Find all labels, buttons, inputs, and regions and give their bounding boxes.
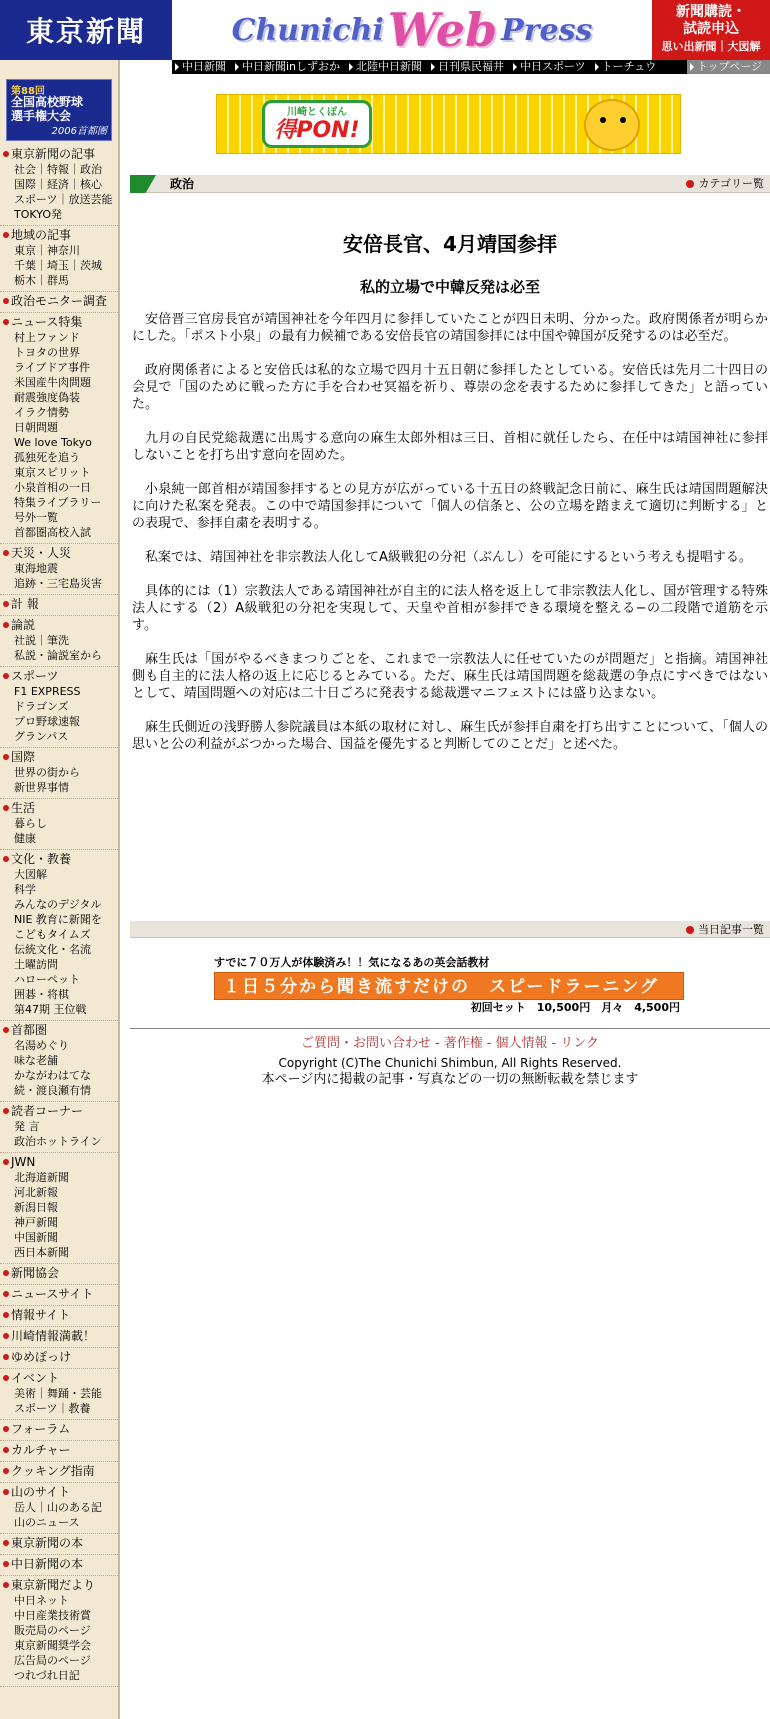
sidebar-section [0,1285,118,1306]
koshien-edition: 第88回 [11,86,45,97]
sidebar-link[interactable]: つれづれ日記 [14,1669,80,1682]
ad-tagline: すでに７０万人が体験済み！！気になるあの英会話教材 [214,956,490,969]
brand-press: Press [501,12,593,48]
page-footer [130,1028,770,1088]
sidebar-heading[interactable]: 東京新聞だより [0,1577,118,1593]
article-subhead: 私的立場で中韓反発は必至 [359,278,540,296]
tokupon-ad-banner[interactable] [216,94,681,154]
sidebar-link[interactable]: 第47期 王位戦 [14,1003,87,1016]
sidebar-link[interactable]: 世界の街から [14,766,80,779]
sidebar-section [0,799,118,850]
sidebar-section [0,1462,118,1483]
sidebar-link[interactable]: 村上ファンド [14,331,80,344]
sidebar-link[interactable]: 山のニュース [14,1516,80,1529]
sidebar-link[interactable]: 販売局のページ [14,1624,91,1637]
ad-title: １日５分から聞き流すだけの スピードラーニング [214,972,684,1000]
sidebar-link[interactable]: 暮らし [14,817,47,830]
sidebar-heading[interactable]: 読者コーナー [0,1103,118,1119]
sidebar-heading[interactable]: イベント [0,1370,118,1386]
sidebar-heading[interactable]: クッキング指南 [0,1463,118,1479]
article-paragraph: 麻生氏側近の浅野勝人参院議員は本紙の取材に対し、麻生氏が参拝自粛を打ち出すことについて、「個人の思いと公の利益がぶつかった場合、国益を優先すると判断してのことだ」と述べた。 [132,720,768,752]
sidebar-link[interactable]: 囲碁・将棋 [14,988,69,1001]
sidebar-heading[interactable]: 計 報 [0,596,118,612]
sidebar-link[interactable]: 名湯めぐり [14,1039,69,1052]
sidebar-link[interactable]: 岳人｜山のある記 [14,1501,102,1514]
koshien-region: 2006首都圏 [51,126,107,137]
sidebar-section [0,850,118,1021]
footer-separator: - [435,1036,440,1051]
sidebar-link[interactable]: 新世界事情 [14,781,69,794]
sidebar-link[interactable]: 国際｜経済｜核心 [14,178,102,191]
brand-chunichi: Chunichi [231,12,384,48]
sidebar-heading[interactable]: ニュースサイト [0,1286,118,1302]
subscribe-line3: 思い出新聞｜大図解 [661,40,761,53]
ad-price: 初回セット 10,500円 月々 4,500円 [470,1001,680,1014]
footer-link-privacy[interactable]: 個人情報 [495,1036,548,1051]
nav-chunichi-sports[interactable]: 中日スポーツ [510,60,592,74]
sidebar-section [0,748,118,799]
sidebar-section [0,1021,118,1102]
sidebar-link[interactable]: 東海地震 [14,562,58,575]
site-header [0,0,770,60]
sidebar-link[interactable]: 追跡・三宅島災害 [14,577,102,590]
sidebar-link[interactable]: プロ野球速報 [14,715,80,728]
sidebar-link[interactable]: 号外一覧 [14,511,58,524]
footer-link-contact[interactable]: ご質問・お問い合わせ [301,1036,432,1051]
sidebar-heading[interactable]: 天災・人災 [0,545,118,561]
sidebar-link[interactable]: 東京スピリット [14,466,91,479]
sidebar-link[interactable]: 東京新聞奨学会 [14,1639,91,1652]
sidebar-section [0,1555,118,1576]
footer-separator: - [551,1036,557,1051]
nav-chunichi-shizuoka[interactable]: 中日新聞inしずおか [232,60,346,74]
main-content [130,60,770,1087]
footer-link-copyright[interactable]: 著作権 [443,1036,483,1051]
sidebar-link[interactable]: 日朝問題 [14,421,58,434]
sidebar-link[interactable]: 米国産牛肉問題 [14,376,91,389]
sidebar-link[interactable]: 発 言 [14,1120,40,1133]
sidebar-heading[interactable]: 首都圏 [0,1022,118,1038]
sidebar-link[interactable]: 広告局のページ [14,1654,91,1667]
sidebar-heading[interactable]: 東京新聞の本 [0,1535,118,1551]
tokupon-small-text: 川崎とくぽん [287,107,347,118]
sidebar-link[interactable]: 特集ライブラリー [14,496,102,509]
sidebar-link[interactable]: TOKYO発 [14,208,62,221]
sidebar-link[interactable]: ライブドア事件 [14,361,91,374]
article-paragraph: 麻生氏は「国がやるべきまつりごとを、これまで一宗教法人に任せていたのが問題だ」と指摘。靖国神社側も自主的に法人格の返上に応じるとみている。ただ、麻生氏は靖国問題を総裁選の争点にすべきではないとして、靖国問題への対応は二十日ごろに発表する総裁選マニフェストには盛り込まない。 [132,652,768,701]
sidebar-heading[interactable]: JWN [0,1154,118,1170]
sidebar-section [0,1483,118,1534]
sidebar-link[interactable]: 続・渡良瀬有情 [14,1084,91,1097]
sidebar-heading[interactable]: 新聞協会 [0,1265,118,1281]
sidebar-section [0,1264,118,1285]
sidebar-heading[interactable]: ニュース特集 [0,314,118,330]
chunichi-webpress-brand[interactable] [172,0,652,60]
sidebar-section [0,544,118,595]
article-paragraph: 小泉純一郎首相が靖国参拝するとの見方が広がっている十五日の終戦記念日前に、麻生氏は靖国問題解決に向けた私案を発表。この中で靖国参拝について「個人の信条と、公の立場を踏まえて適切に判断する」との表現で、参拝自粛を表明する。 [132,482,768,531]
sidebar-heading[interactable]: 東京新聞の記事 [0,146,118,162]
sidebar-link[interactable]: 首都圏高校入試 [14,526,91,539]
left-sidebar [0,60,120,1719]
sidebar-section [0,145,118,226]
sidebar-section [0,1102,118,1153]
sidebar-link[interactable]: 神戸新聞 [14,1216,58,1229]
sidebar-link[interactable]: 千葉｜埼玉｜茨城 [14,259,102,272]
sidebar-link[interactable]: 河北新報 [14,1186,58,1199]
nav-top-page[interactable]: トップページ [687,60,770,74]
nav-chunichi[interactable]: 中日新聞 [172,60,232,74]
sidebar-link[interactable]: こどもタイムズ [14,928,91,941]
sidebar-heading[interactable]: 中日新聞の本 [0,1556,118,1572]
day-articles-bar [130,921,770,938]
sidebar-section [0,1348,118,1369]
green-flag-icon [130,175,156,193]
sidebar-link[interactable]: 土曜訪問 [14,958,58,971]
subscribe-banner[interactable] [652,0,770,60]
sidebar-link[interactable]: イラク情勢 [14,406,69,419]
sidebar-link[interactable]: 中国新聞 [14,1231,58,1244]
sidebar-section [0,292,118,313]
section-label: 政治 [170,177,195,191]
sidebar-link[interactable]: 西日本新聞 [14,1246,69,1259]
sidebar-section [0,1576,118,1687]
sidebar-link[interactable]: 東京｜神奈川 [14,244,80,257]
sidebar-link[interactable]: 大図解 [14,868,47,881]
sidebar-heading[interactable]: スポーツ [0,668,118,684]
sidebar-link[interactable]: 中日産業技術賞 [14,1609,91,1622]
sidebar-link[interactable]: スポーツ｜教養 [14,1402,91,1415]
sidebar-link[interactable]: スポーツ｜放送芸能 [14,193,113,206]
sidebar-heading[interactable]: 山のサイト [0,1484,118,1500]
sidebar-link[interactable]: 政治ホットライン [14,1135,102,1148]
sidebar-section [0,616,118,667]
sidebar-link[interactable]: 小泉首相の一日 [14,481,91,494]
sidebar-heading[interactable]: 政治モニター調査 [0,293,118,309]
sidebar-section [0,1153,118,1264]
sidebar-link[interactable]: 科学 [14,883,36,896]
tokupon-big-text: 得PON! [274,118,360,143]
sidebar-link[interactable]: 健康 [14,832,36,845]
article-paragraph: 九月の自民党総裁選に出馬する意向の麻生太郎外相は三日、首相に就任したら、在任中は靖国神社に参拝しないことを打ち出す意向を固めた。 [132,431,768,463]
speed-learning-ad[interactable] [214,956,684,1024]
sidebar-link[interactable]: 私説・論説室から [14,649,102,662]
nav-kenmin-fukui[interactable]: 日刊県民福井 [428,60,510,74]
sidebar-section [0,1441,118,1462]
sidebar-link[interactable]: みんなのデジタル [14,898,102,911]
sidebar-heading[interactable]: カルチャー [0,1442,118,1458]
sidebar-heading[interactable]: 文化・教養 [0,851,118,867]
sidebar-section [0,1327,118,1348]
nav-hokuriku[interactable]: 北陸中日新聞 [346,60,428,74]
category-list-link[interactable]: カテゴリー覧 [684,176,764,192]
sidebar-section [0,1369,118,1420]
article-paragraph: 具体的には（1）宗教法人である靖国神社が自主的に法人格を返上して非宗教法人化し、国が管理する特殊法人にする（2）A級戦犯の分祀を実現して、天皇や首相が参拝できる環境を整える−の二段階で道筋を示す。 [132,584,768,633]
sidebar-link[interactable]: 耐震強度偽装 [14,391,80,404]
brand-web: Web [387,3,498,57]
subscribe-line1: 新聞購読・ [676,4,746,20]
article-paragraph: 私案では、靖国神社を非宗教法人化してA級戦犯の分祀（ぶんし）を可能にするという考えも提唱する。 [145,550,752,565]
sidebar-section [0,1420,118,1441]
sidebar-link[interactable]: ドラゴンズ [14,700,69,713]
article [130,232,770,770]
sidebar-link[interactable]: 美術｜舞踊・芸能 [14,1387,102,1400]
section-header-bar [130,175,770,193]
sidebar-heading[interactable]: 川崎情報満載！ [0,1328,118,1344]
sidebar-section [0,667,118,748]
sidebar-link[interactable]: かながわはてな [14,1069,91,1082]
sidebar-sections [0,145,118,1687]
footer-links [130,1035,770,1053]
sidebar-link[interactable]: 伝統文化・名流 [14,943,91,956]
sidebar-heading[interactable]: 国際 [0,749,118,765]
sidebar-link[interactable]: グランパス [14,730,69,743]
article-body [130,311,770,753]
sidebar-section [0,595,118,616]
tokupon-badge [262,100,372,148]
sidebar-link[interactable]: 味な老舗 [14,1054,58,1067]
footer-separator: - [486,1036,492,1051]
sidebar-link[interactable]: 北海道新聞 [14,1171,69,1184]
sidebar-heading[interactable]: 論説 [0,617,118,633]
sidebar-link[interactable]: 社説｜筆洗 [14,634,69,647]
sidebar-section [0,226,118,292]
article-headline: 安倍長官、4月靖国参拝 [343,232,557,256]
sidebar-heading[interactable]: 地域の記事 [0,227,118,243]
sidebar-link[interactable]: 社会｜特報｜政治 [14,163,102,176]
sidebar-section [0,313,118,544]
sidebar-heading[interactable]: フォーラム [0,1421,118,1437]
sidebar-link[interactable]: 孤独死を追う [14,451,80,464]
footer-link-links[interactable]: リンク [560,1036,599,1051]
sidebar-link[interactable]: 栃木｜群馬 [14,274,69,287]
article-paragraph: 安倍晋三官房長官が靖国神社を今年四月に参拝していたことが四日未明、分かった。政府関係者が明らかにした。「ポスト小泉」の最有力候補である安倍長官の靖国参拝には中国や韓国が反発するのは必至だ。 [132,312,768,344]
koshien-title: 全国高校野球 選手権大会 [11,95,84,123]
reproduction-notice: 本ページ内に掲載の記事・写真などの一切の無断転載を禁じます [261,1072,639,1087]
sidebar-link[interactable]: We love Tokyo [14,436,92,449]
mascot-icon [584,99,640,151]
article-paragraph: 政府関係者によると安倍氏は私的な立場で四月十五日朝に参拝したとしている。安倍氏は先月二十四日の会見で「国のために戦った方に手を合わせ冥福を祈り、尊崇の念を表するために参拝してきた」と語っていた。 [132,363,768,412]
sidebar-section [0,1306,118,1327]
sidebar-heading[interactable]: 生活 [0,800,118,816]
day-articles-link[interactable]: 当日記事一覧 [684,922,764,937]
sidebar-link[interactable]: F1 EXPRESS [14,685,81,698]
sidebar-heading[interactable]: ゆめぽっけ [0,1349,118,1365]
sidebar-link[interactable]: 新潟日報 [14,1201,58,1214]
sidebar-link[interactable]: 中日ネット [14,1594,69,1607]
copyright-text: Copyright (C)The Chunichi Shimbun, All Rights Reserved. [278,1056,622,1070]
sidebar-link[interactable]: トヨタの世界 [14,346,80,359]
sidebar-link[interactable]: NIE 教育に新聞を [14,913,102,926]
subscribe-line2: 試読申込 [683,21,739,37]
sidebar-heading[interactable]: 情報サイト [0,1307,118,1323]
koshien-banner[interactable] [6,79,112,141]
sidebar-link[interactable]: ハローペット [14,973,80,986]
sidebar-section [0,1534,118,1555]
nav-tochu[interactable]: トーチュウ [592,60,663,74]
tokyo-shimbun-logo[interactable]: 東京新聞 [0,0,172,60]
